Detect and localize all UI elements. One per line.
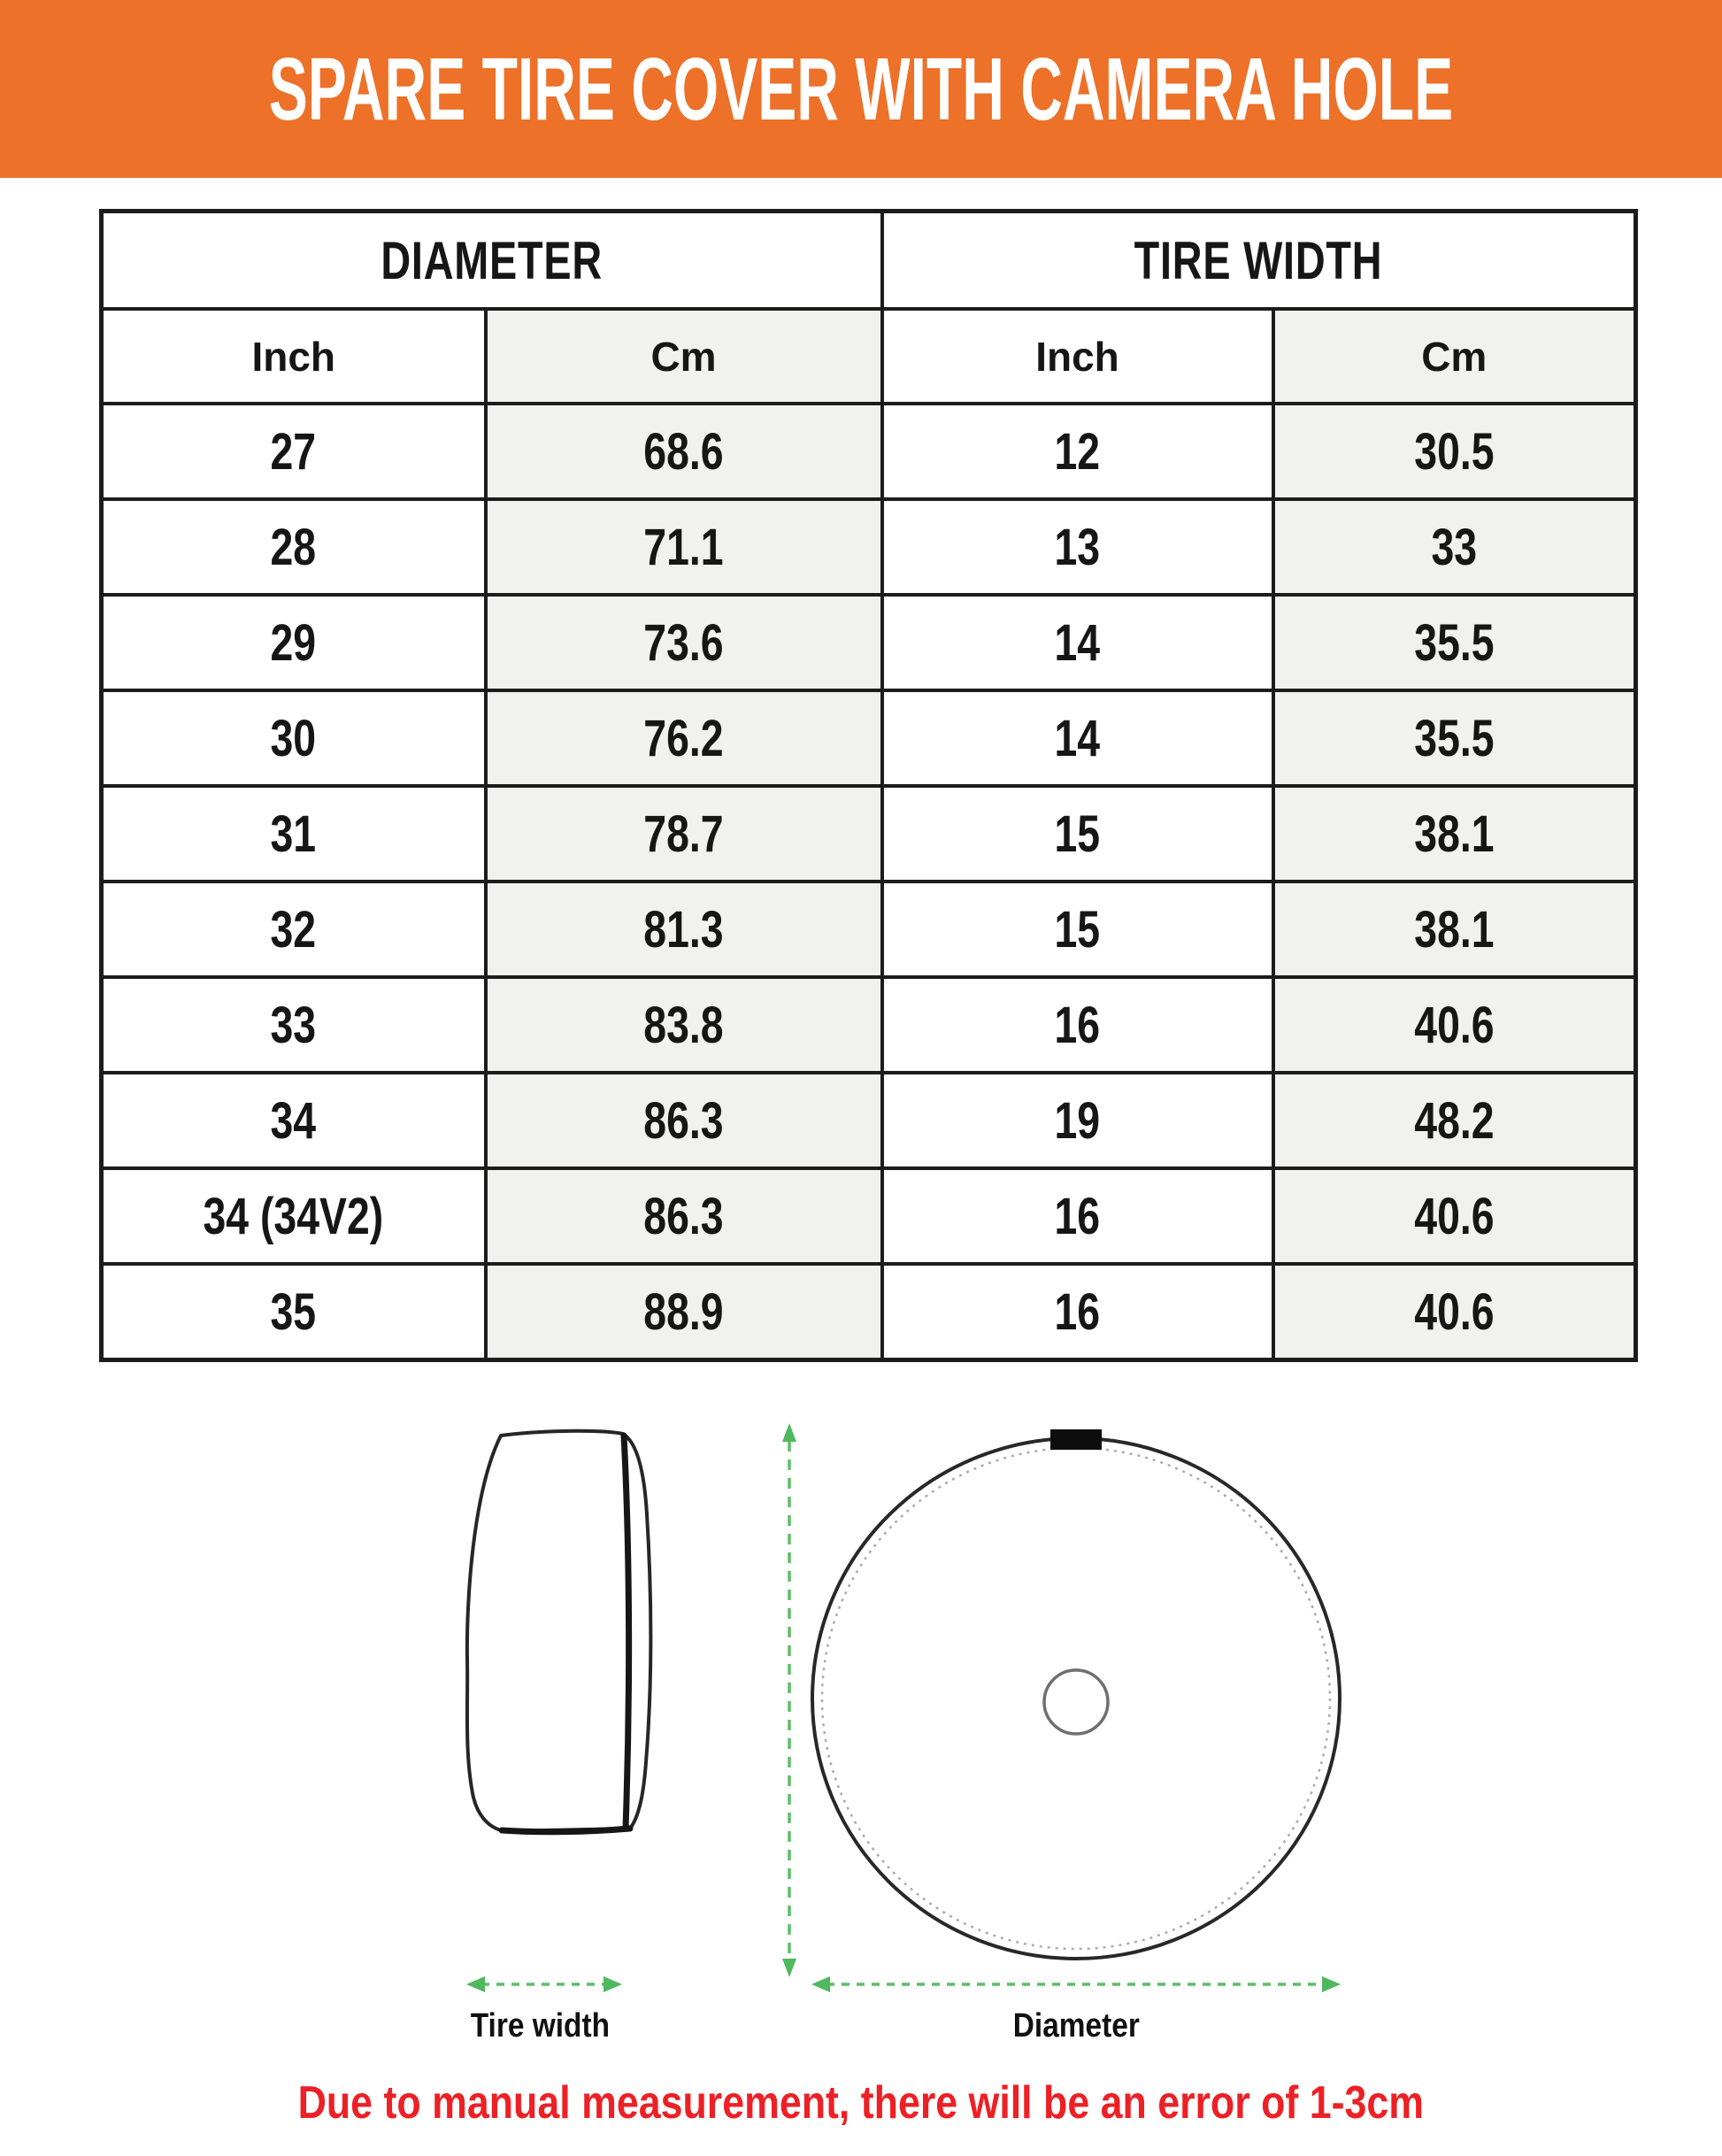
- cell-diameter-cm: 73.6: [486, 595, 882, 690]
- cell-diameter-cm: 86.3: [486, 1168, 882, 1264]
- table-unit-header-row: [102, 309, 1636, 404]
- cell-width-cm: 33: [1273, 499, 1636, 595]
- page-title: SPARE TIRE COVER WITH CAMERA HOLE: [268, 39, 1454, 139]
- cell-diameter-inch: 35: [102, 1264, 486, 1360]
- table-row: [102, 595, 1636, 690]
- tire-side-view: [467, 1431, 650, 1832]
- cell-width-cm: 40.6: [1273, 977, 1636, 1073]
- diameter-inch-header: Inch: [102, 309, 486, 404]
- table-row: [102, 1168, 1636, 1264]
- cell-width-inch: 19: [882, 1073, 1273, 1168]
- cell-diameter-cm: 81.3: [486, 882, 882, 977]
- cell-width-cm: 40.6: [1273, 1264, 1636, 1360]
- diameter-label: Diameter: [1012, 2007, 1140, 2044]
- table-row: [102, 882, 1636, 977]
- cell-diameter-inch: 30: [102, 690, 486, 786]
- cell-width-inch: 13: [882, 499, 1273, 595]
- size-table: [99, 209, 1638, 1362]
- cell-width-inch: 15: [882, 882, 1273, 977]
- cell-diameter-cm: 71.1: [486, 499, 882, 595]
- cell-diameter-inch: 27: [102, 404, 486, 499]
- header-banner: [0, 0, 1722, 178]
- cell-diameter-cm: 86.3: [486, 1073, 882, 1168]
- cell-width-cm: 38.1: [1273, 786, 1636, 882]
- table-row: [102, 786, 1636, 882]
- cell-width-cm: 30.5: [1273, 404, 1636, 499]
- width-inch-header: Inch: [882, 309, 1273, 404]
- table-row: [102, 690, 1636, 786]
- diameter-arrow: [811, 1976, 1341, 1992]
- cell-width-inch: 16: [882, 1168, 1273, 1264]
- diameter-cm-header: Cm: [486, 309, 882, 404]
- cell-width-inch: 12: [882, 404, 1273, 499]
- cell-diameter-cm: 88.9: [486, 1264, 882, 1360]
- tire-front-view: [812, 1429, 1340, 1959]
- cell-diameter-inch: 34 (34V2): [102, 1168, 486, 1264]
- table-row: [102, 499, 1636, 595]
- center-hole: [1044, 1670, 1108, 1734]
- measurement-disclaimer: Due to manual measurement, there will be an error of 1-3cm: [297, 2077, 1425, 2129]
- cell-width-cm: 48.2: [1273, 1073, 1636, 1168]
- table-group-header-row: [102, 212, 1636, 310]
- cell-diameter-inch: 28: [102, 499, 486, 595]
- cell-width-cm: 35.5: [1273, 690, 1636, 786]
- table-row: [102, 404, 1636, 499]
- table-row: [102, 1073, 1636, 1168]
- cell-diameter-inch: 29: [102, 595, 486, 690]
- tire-width-arrow: [466, 1976, 622, 1992]
- cell-diameter-cm: 78.7: [486, 786, 882, 882]
- cell-diameter-cm: 76.2: [486, 690, 882, 786]
- cell-diameter-inch: 33: [102, 977, 486, 1073]
- cell-width-cm: 40.6: [1273, 1168, 1636, 1264]
- cell-width-cm: 35.5: [1273, 595, 1636, 690]
- table-row: [102, 1264, 1636, 1360]
- width-cm-header: Cm: [1273, 309, 1636, 404]
- table-row: [102, 977, 1636, 1073]
- tire-width-label: Tire width: [470, 2007, 610, 2044]
- tire-diagram: [0, 1413, 1722, 2032]
- diameter-group-header: DIAMETER: [102, 212, 882, 310]
- cell-diameter-inch: 31: [102, 786, 486, 882]
- cell-width-inch: 15: [882, 786, 1273, 882]
- cell-diameter-cm: 83.8: [486, 977, 882, 1073]
- cell-width-cm: 38.1: [1273, 882, 1636, 977]
- cell-diameter-cm: 68.6: [486, 404, 882, 499]
- cell-diameter-inch: 32: [102, 882, 486, 977]
- cell-width-inch: 16: [882, 1264, 1273, 1360]
- camera-hole: [1050, 1429, 1102, 1450]
- diameter-vertical-arrow: [782, 1423, 796, 1977]
- cell-width-inch: 14: [882, 595, 1273, 690]
- cell-diameter-inch: 34: [102, 1073, 486, 1168]
- tire-width-group-header: TIRE WIDTH: [882, 212, 1636, 310]
- cell-width-inch: 14: [882, 690, 1273, 786]
- cell-width-inch: 16: [882, 977, 1273, 1073]
